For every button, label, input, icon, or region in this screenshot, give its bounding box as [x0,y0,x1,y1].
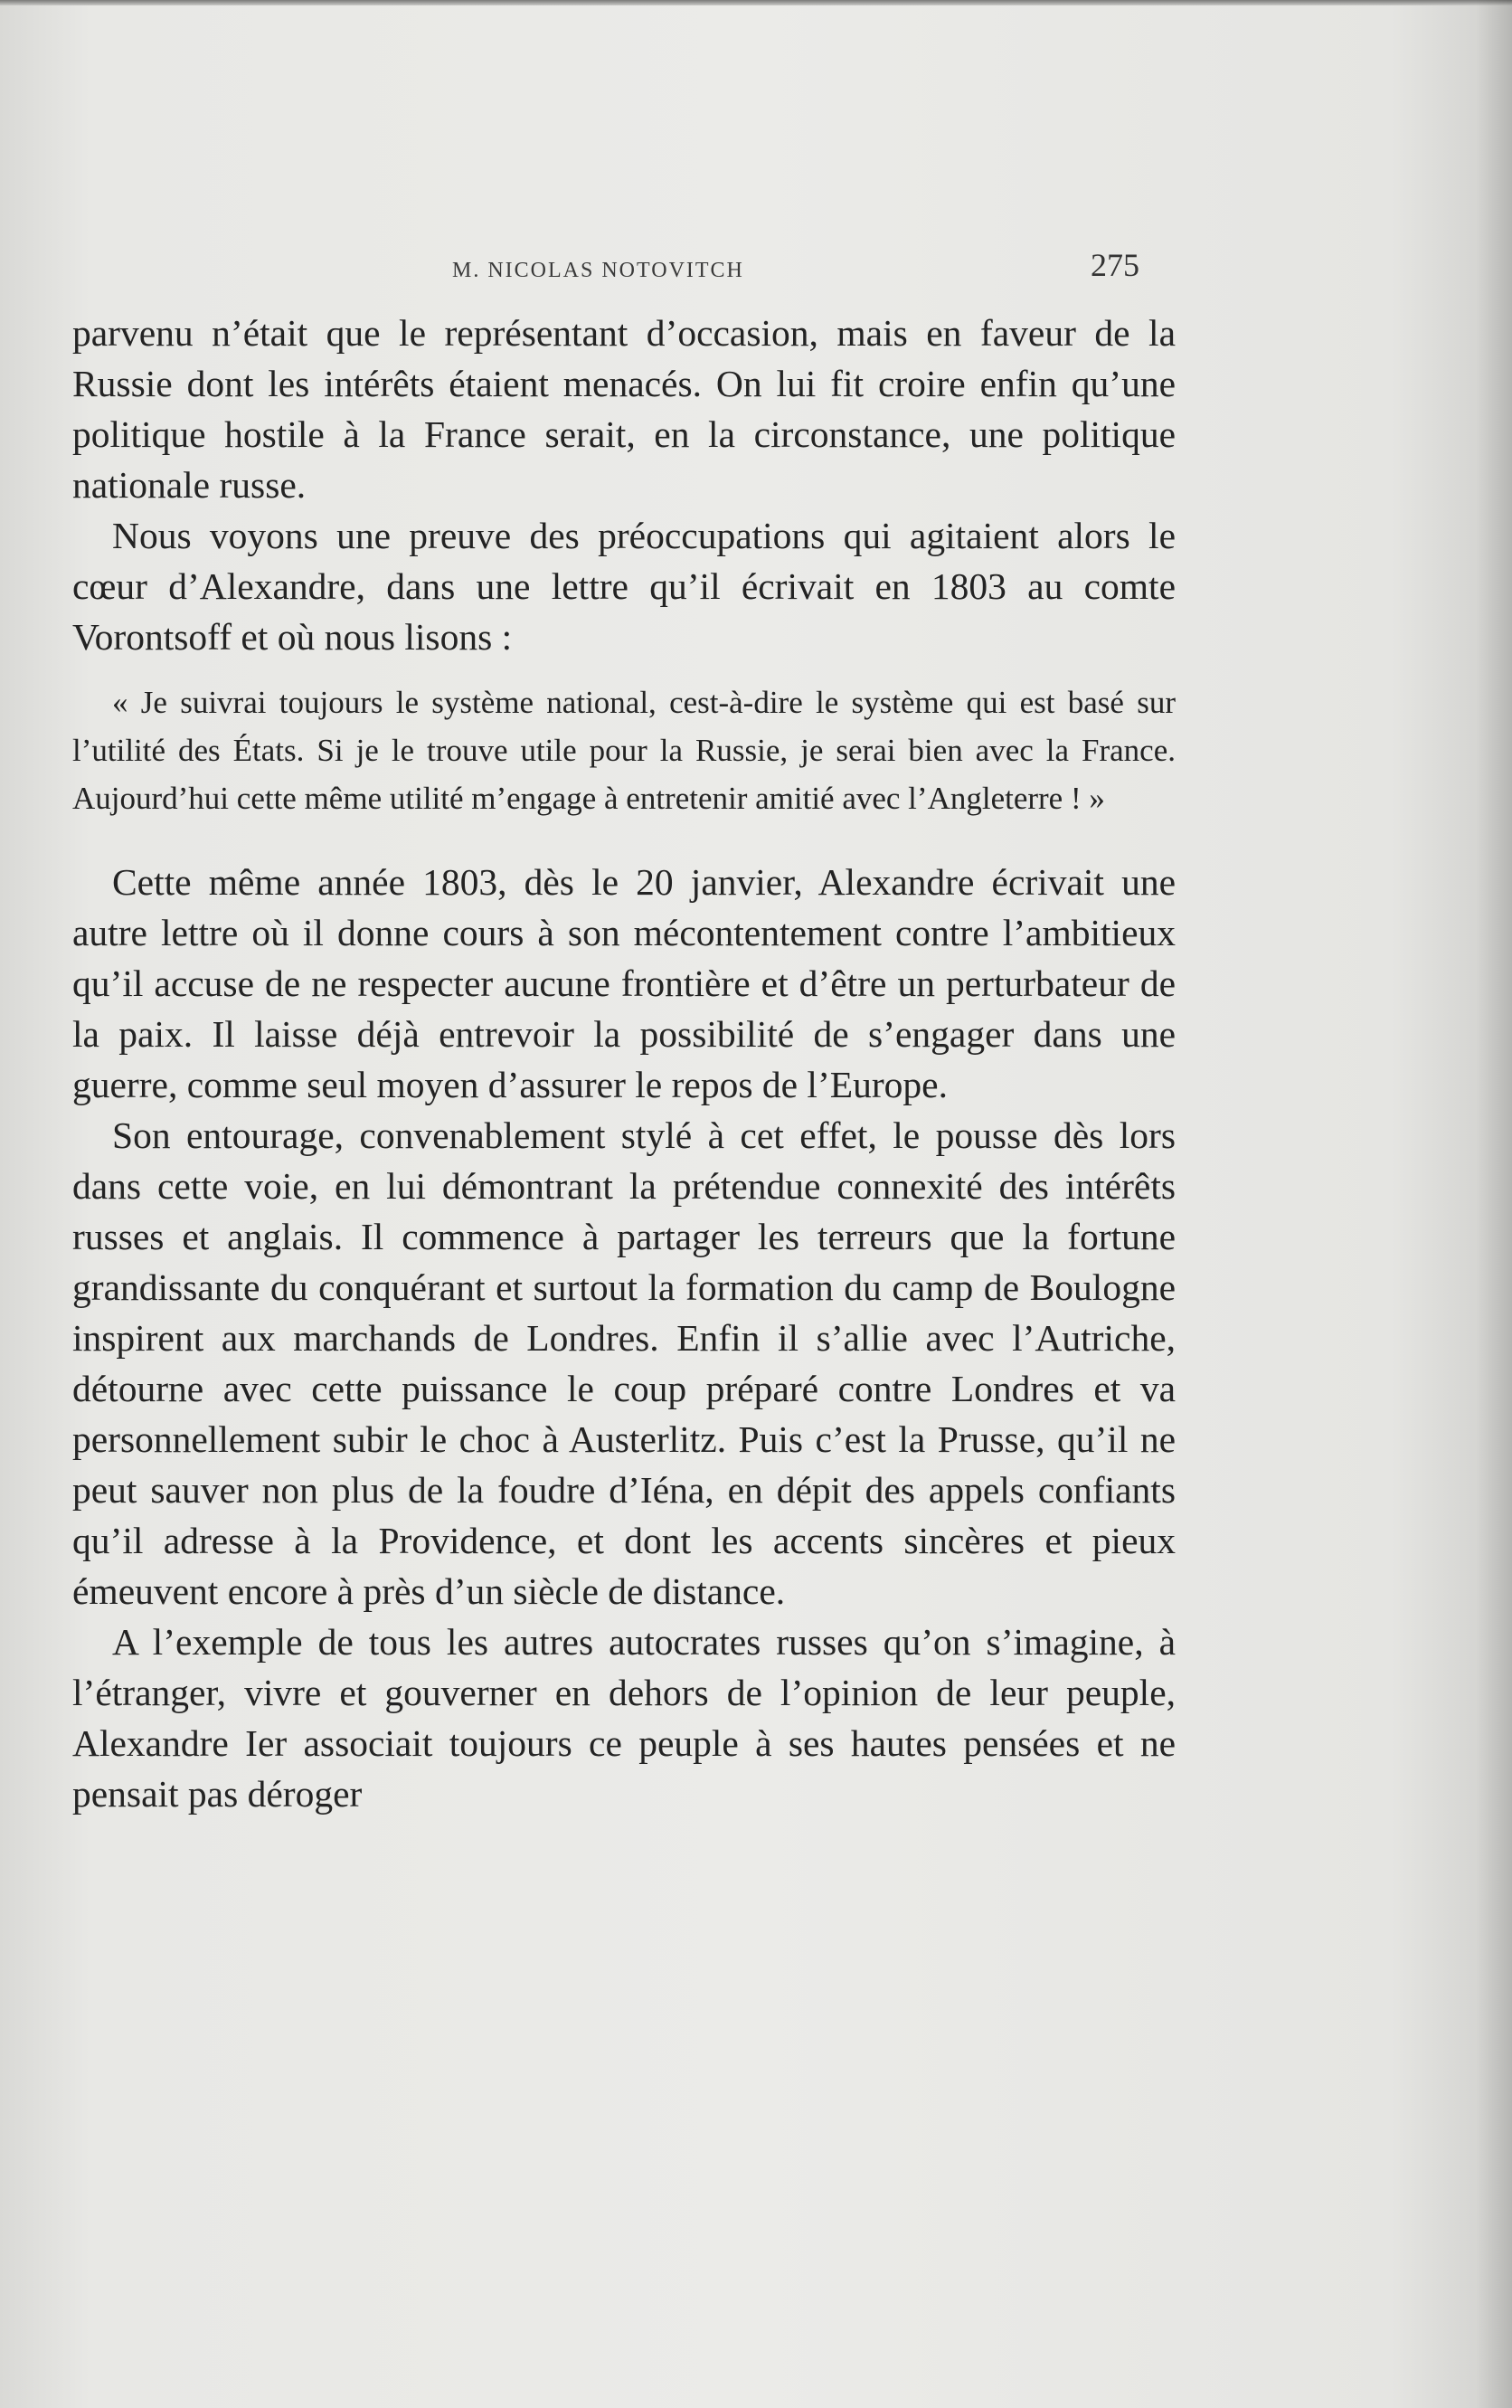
block-quote: « Je suivrai toujours le système national, cest-à-dire le système qui est basé sur l’utilité des États. Si je le trouve utile pour la Russie, je serai bien avec la France. Aujourd’hui cette même utilité m’engage à entretenir amitié avec l’Angleterre ! » [72,685,1176,816]
running-head: M. NICOLAS NOTOVITCH [452,259,744,282]
paragraph-january-letter: Cette même année 1803, dès le 20 janvier, Alexandre écrivait une autre lettre où il donne cours à son mécontentement contre l’ambitieux qu’il accuse de ne respecter aucune frontière et d’être un perturbateur de la paix. Il laisse déjà entrevoir la possibilité de s’engager dans une guerre, comme seul moyen d’assurer le repos de l’Europe. [72,861,1176,1105]
page-number: 275 [1091,247,1139,283]
body-text [72,308,1176,1819]
page-header [72,246,1139,282]
page-gutter-shadow [1476,0,1512,2408]
page-top-edge [0,0,1512,5]
paragraph-continuation: parvenu n’était que le représentant d’occasion, mais en faveur de la Russie dont les intérêts étaient menacés. On lui fit croire enfin qu’une politique hostile à la France serait, en la circonstance, une politique nationale russe. [72,312,1176,506]
paragraph-letter-intro: Nous voyons une preuve des préoccupations qui agitaient alors le cœur d’Alexandre, dans une lettre qu’il écrivait en 1803 au comte Vorontsoff et où nous lisons : [72,515,1176,658]
paragraph-autocrates: A l’exemple de tous les autres autocrates russes qu’on s’imagine, à l’étranger, vivre et gouverner en dehors de l’opinion de leur peuple, Alexandre Ier associait toujours ce peuple à ses hautes pensées et ne pensait pas déroger [72,1621,1176,1815]
paragraph-entourage: Son entourage, convenablement stylé à cet effet, le pousse dès lors dans cette voie, en lui démontrant la prétendue connexité des intérêts russes et anglais. Il commence à partager les terreurs que la fortune grandissante du conquérant et surtout la formation du camp de Boulogne inspirent aux marchands de Londres. Enfin il s’allie avec l’Autriche, détourne avec cette puissance le coup préparé contre Londres et va personnellement subir le choc à Austerlitz. Puis c’est la Prusse, qu’il ne peut sauver non plus de la foudre d’Iéna, en dépit des appels confiants qu’il adresse à la Providence, et dont les accents sincères et pieux émeuvent encore à près d’un siècle de distance. [72,1114,1176,1612]
